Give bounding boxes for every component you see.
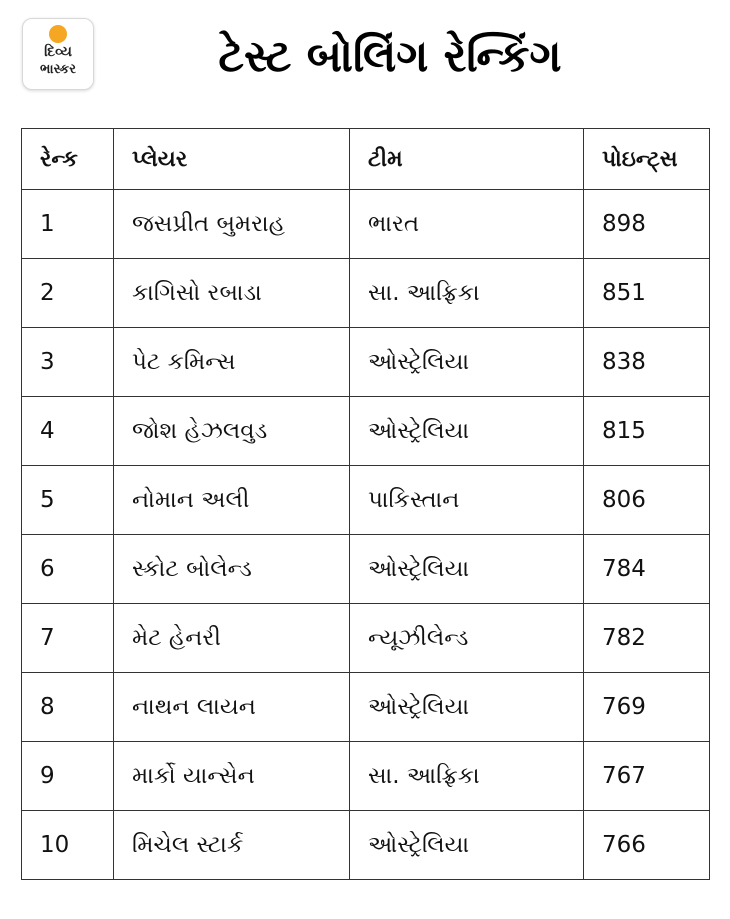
rank-cell: 8: [22, 673, 114, 742]
table-row: [22, 190, 710, 259]
team-cell: ન્યૂઝીલેન્ડ: [350, 604, 584, 673]
rank-cell: 4: [22, 397, 114, 466]
logo-text-line1: દિવ્ય: [44, 44, 72, 60]
table-row: [22, 466, 710, 535]
player-cell: મેટ હેનરી: [114, 604, 350, 673]
rank-cell: 10: [22, 811, 114, 880]
team-cell: ભારત: [350, 190, 584, 259]
player-cell: જોશ હેઝલવુડ: [114, 397, 350, 466]
rank-cell: 6: [22, 535, 114, 604]
header-rank: રેન્ક: [22, 129, 114, 190]
player-cell: નોમાન અલી: [114, 466, 350, 535]
player-cell: સ્કોટ બોલેન્ડ: [114, 535, 350, 604]
team-cell: ઓસ્ટ્રેલિયા: [350, 397, 584, 466]
player-cell: પેટ કમિન્સ: [114, 328, 350, 397]
points-cell: 806: [584, 466, 710, 535]
table-row: [22, 535, 710, 604]
header-team: ટીમ: [350, 129, 584, 190]
table-row: [22, 604, 710, 673]
points-cell: 766: [584, 811, 710, 880]
header-points: પોઇન્ટ્સ: [584, 129, 710, 190]
points-cell: 782: [584, 604, 710, 673]
table-row: [22, 259, 710, 328]
team-cell: ઓસ્ટ્રેલિયા: [350, 328, 584, 397]
table-row: [22, 811, 710, 880]
table-header-row: [22, 129, 710, 190]
team-cell: સા. આફ્રિકા: [350, 742, 584, 811]
rank-cell: 1: [22, 190, 114, 259]
points-cell: 767: [584, 742, 710, 811]
player-cell: કાગિસો રબાડા: [114, 259, 350, 328]
team-cell: ઓસ્ટ્રેલિયા: [350, 811, 584, 880]
table-row: [22, 742, 710, 811]
sun-icon: [49, 25, 67, 43]
team-cell: ઓસ્ટ્રેલિયા: [350, 673, 584, 742]
rank-cell: 9: [22, 742, 114, 811]
player-cell: માર્કો યાન્સેન: [114, 742, 350, 811]
rank-cell: 2: [22, 259, 114, 328]
player-cell: મિચેલ સ્ટાર્ક: [114, 811, 350, 880]
header-player: પ્લેયર: [114, 129, 350, 190]
player-cell: જસપ્રીત બુમરાહ: [114, 190, 350, 259]
points-cell: 784: [584, 535, 710, 604]
page-title: ટેસ્ટ બોલિંગ રેન્કિંગ: [218, 31, 562, 82]
points-cell: 838: [584, 328, 710, 397]
team-cell: પાકિસ્તાન: [350, 466, 584, 535]
logo-text-line2: ભાસ્કર: [40, 62, 76, 77]
team-cell: ઓસ્ટ્રેલિયા: [350, 535, 584, 604]
table-row: [22, 397, 710, 466]
rank-cell: 3: [22, 328, 114, 397]
points-cell: 851: [584, 259, 710, 328]
table-row: [22, 328, 710, 397]
player-cell: નાથન લાયન: [114, 673, 350, 742]
team-cell: સા. આફ્રિકા: [350, 259, 584, 328]
points-cell: 815: [584, 397, 710, 466]
points-cell: 898: [584, 190, 710, 259]
table-row: [22, 673, 710, 742]
rank-cell: 5: [22, 466, 114, 535]
points-cell: 769: [584, 673, 710, 742]
ranking-table: [21, 128, 710, 880]
rank-cell: 7: [22, 604, 114, 673]
brand-logo: [22, 18, 94, 90]
header: [0, 0, 730, 120]
